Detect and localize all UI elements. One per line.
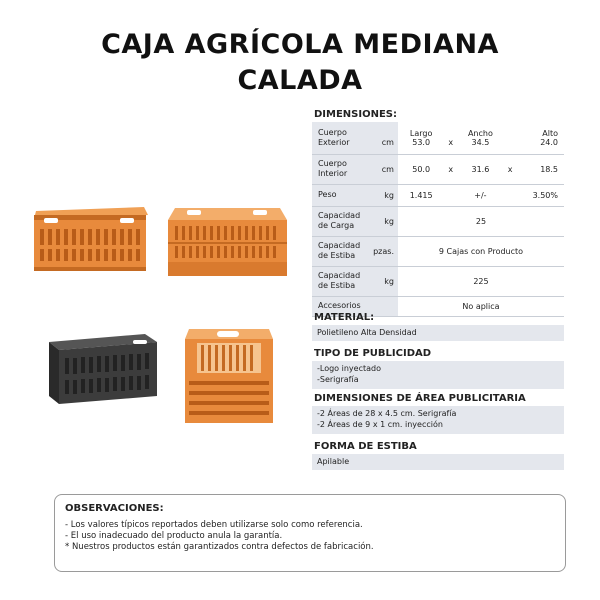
publicidad-heading: TIPO DE PUBLICIDAD <box>314 348 432 359</box>
table-row-estiba-kg <box>312 266 564 296</box>
black-crate-image <box>45 332 160 406</box>
peso-value: 1.415 <box>409 190 433 200</box>
observaciones-line-2: - El uso inadecuado del producto anula la garantía. <box>65 531 283 541</box>
orange-crate-end-image <box>183 325 275 425</box>
area-heading: DIMENSIONES DE ÁREA PUBLICITARIA <box>314 393 526 404</box>
carga-label-2: de Carga <box>318 221 355 230</box>
observaciones-heading: OBSERVACIONES: <box>65 503 164 514</box>
dimensions-table <box>312 122 564 317</box>
interior-label-1: Cuerpo <box>318 159 347 168</box>
accesorios-value: No aplica <box>462 301 500 311</box>
peso-label: Peso <box>312 184 372 206</box>
material-value: Polietileno Alta Densidad <box>312 325 564 341</box>
header-ancho: Ancho <box>467 128 493 138</box>
interior-x1: x <box>448 164 454 174</box>
dimensions-heading: DIMENSIONES: <box>314 109 397 120</box>
estiba-heading: FORMA DE ESTIBA <box>314 441 417 452</box>
carga-value: 25 <box>475 216 487 226</box>
interior-largo: 50.0 <box>412 164 431 174</box>
peso-tolerance: 3.50% <box>532 190 558 200</box>
exterior-label-2: Exterior <box>318 137 350 147</box>
table-row-peso <box>312 184 564 206</box>
estiba-kg-label-2: de Estiba <box>318 281 356 290</box>
orange-crate-side-image <box>30 205 150 275</box>
estiba-pzas-label-1: Capacidad <box>318 241 361 250</box>
observaciones-line-3: * Nuestros productos están garantizados contra defectos de fabricación. <box>65 542 374 552</box>
accesorios-label: Accesorios <box>312 296 398 316</box>
carga-unit: kg <box>372 206 398 236</box>
area-line-1: -2 Áreas de 28 x 4.5 cm. Serigrafía <box>317 409 457 418</box>
estiba-kg-unit: kg <box>372 266 398 296</box>
table-row-interior <box>312 154 564 184</box>
publicidad-line-1: -Logo inyectado <box>317 364 381 373</box>
carga-label-1: Capacidad <box>318 211 361 220</box>
observaciones-line-1: - Los valores típicos reportados deben utilizarse solo como referencia. <box>65 520 363 530</box>
estiba-kg-value: 225 <box>473 276 489 286</box>
table-row-estiba-pzas <box>312 236 564 266</box>
publicidad-line-2: -Serigrafía <box>317 375 359 384</box>
estiba-pzas-value: 9 Cajas con Producto <box>438 246 524 256</box>
exterior-label-1: Cuerpo <box>318 127 347 137</box>
estiba-pzas-unit: pzas. <box>372 236 398 266</box>
interior-alto: 18.5 <box>540 164 558 174</box>
interior-unit: cm <box>372 154 398 184</box>
table-row-carga <box>312 206 564 236</box>
page-title <box>0 27 600 99</box>
page-title-line1: CAJA AGRÍCOLA MEDIANA <box>101 29 499 60</box>
material-heading: MATERIAL: <box>314 312 375 323</box>
peso-plusminus: +/- <box>474 190 487 200</box>
estiba-pzas-label-2: de Estiba <box>318 251 356 260</box>
header-largo: Largo <box>409 128 433 138</box>
peso-unit: kg <box>372 184 398 206</box>
area-box <box>312 406 564 434</box>
exterior-unit: cm <box>372 122 398 154</box>
exterior-ancho: 34.5 <box>471 137 490 147</box>
orange-crate-angle-image <box>165 200 290 280</box>
interior-ancho: 31.6 <box>471 164 490 174</box>
header-alto: Alto <box>542 128 558 138</box>
interior-label-2: Interior <box>318 169 348 178</box>
estiba-value: Apilable <box>312 454 564 470</box>
interior-x2: x <box>507 164 513 174</box>
table-row-exterior <box>312 122 564 154</box>
estiba-kg-label-1: Capacidad <box>318 271 361 280</box>
exterior-largo: 53.0 <box>412 137 431 147</box>
area-line-2: -2 Áreas de 9 x 1 cm. inyección <box>317 420 443 429</box>
exterior-alto: 24.0 <box>540 137 558 147</box>
observaciones-box <box>54 494 566 572</box>
exterior-x1: x <box>448 138 454 148</box>
publicidad-box <box>312 361 564 389</box>
page-title-line2: CALADA <box>237 65 363 96</box>
